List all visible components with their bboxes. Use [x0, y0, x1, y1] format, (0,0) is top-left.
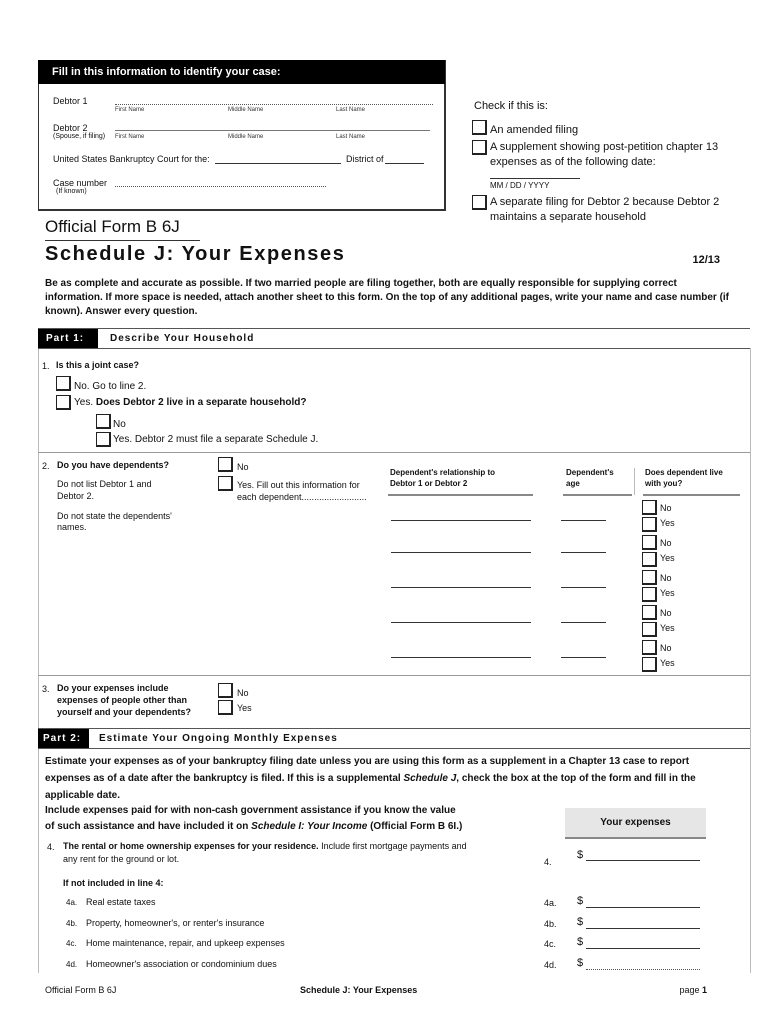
debtor2-label: Debtor 2 — [53, 123, 88, 133]
include-note-2: of such assistance and have included it on Schedule I: Your Income (Official Form B 6I.) — [45, 821, 463, 832]
footer-title: Schedule J: Your Expenses — [300, 985, 418, 995]
spouse-label: (Spouse, if filing) — [53, 133, 106, 140]
line-ref: 4b. — [544, 918, 557, 929]
lives-no-checkbox[interactable] — [642, 640, 657, 655]
relationship-field[interactable] — [391, 520, 531, 521]
dollar-sign: $ — [577, 956, 584, 969]
first-name-caption: First Name — [115, 107, 145, 113]
q1-yes-checkbox[interactable] — [56, 395, 71, 410]
relationship-field[interactable] — [391, 657, 531, 658]
dollar-sign: $ — [577, 915, 584, 928]
date-format: MM / DD / YYYY — [490, 181, 550, 190]
case-number-label: Case number — [53, 178, 108, 188]
q3-no-label: No — [237, 688, 249, 698]
lives-yes-label: Yes — [660, 518, 675, 528]
part2-intro: Estimate your expenses as of your bankruptcy filing date unless you are using this form as a supplement in a Chapter 13 case to report expenses as of a date after the bankruptcy is filed. If this is a supplemental Schedule J, check the box at the top of the form and fill in the applicable date. — [45, 756, 696, 801]
part2-bottom-rule — [38, 748, 750, 749]
age-field[interactable] — [561, 622, 606, 623]
line4-text-2: any rent for the ground or lot. — [63, 854, 180, 864]
amount-field[interactable] — [586, 928, 700, 929]
lives-no-label: No — [660, 538, 672, 548]
amended-label: An amended filing — [490, 124, 579, 136]
q3-yes-checkbox[interactable] — [218, 700, 233, 715]
age-field[interactable] — [561, 657, 606, 658]
lives-yes-label: Yes — [660, 658, 675, 668]
col-lives-header-2: with you? — [645, 479, 683, 488]
lives-no-checkbox[interactable] — [642, 570, 657, 585]
q1-yes-question: Does Debtor 2 live in a separate household? — [95, 397, 307, 408]
q2-number: 2. — [42, 461, 50, 471]
court-field[interactable] — [215, 163, 341, 164]
q1-sub-no-checkbox[interactable] — [96, 414, 111, 429]
line4-number: 4. — [47, 842, 55, 852]
relationship-field[interactable] — [391, 587, 531, 588]
lives-yes-checkbox[interactable] — [642, 587, 657, 602]
q2-text: Do you have dependents? — [57, 460, 170, 470]
debtor2-field[interactable] — [115, 130, 430, 131]
part1-top-rule — [38, 328, 750, 329]
lives-yes-label: Yes — [660, 623, 675, 633]
header-rule — [643, 494, 740, 496]
line-label: Homeowner's association or condominium dues — [86, 958, 277, 969]
district-field[interactable] — [385, 163, 424, 164]
lives-no-label: No — [660, 573, 672, 583]
line-number: 4b. — [66, 918, 78, 928]
check-title: Check if this is: — [474, 100, 548, 112]
line-number: 4d. — [66, 959, 78, 969]
first-name-caption: First Name — [115, 134, 145, 140]
relationship-field[interactable] — [391, 552, 531, 553]
dollar-sign: $ — [577, 849, 584, 861]
q3-text: Do your expenses include — [57, 683, 169, 693]
q1-text: Is this a joint case? — [56, 360, 140, 370]
separate-filing-checkbox[interactable] — [472, 195, 487, 210]
q2-no-label: No — [237, 462, 249, 472]
amended-checkbox[interactable] — [472, 120, 487, 135]
line-number: 4c. — [66, 939, 77, 948]
line4-amount-field[interactable] — [586, 860, 700, 861]
line-ref: 4d. — [544, 959, 557, 970]
last-name-caption: Last Name — [336, 107, 366, 113]
separate-filing-label: A separate filing for Debtor 2 because Debtor 2 — [490, 196, 720, 208]
age-field[interactable] — [561, 587, 606, 588]
q1-sub-yes-label: Yes. Debtor 2 must file a separate Schedule J. — [113, 434, 319, 445]
col-relationship-header: Dependent's relationship to — [390, 468, 496, 477]
q1-no-checkbox[interactable] — [56, 376, 71, 391]
q1-number: 1. — [42, 361, 50, 371]
not-included-label: If not included in line 4: — [63, 878, 164, 888]
q3-text-2: expenses of people other than — [57, 695, 188, 705]
debtor1-field[interactable] — [115, 104, 433, 105]
q1-yes-label: Yes. — [74, 397, 94, 408]
lives-yes-checkbox[interactable] — [642, 622, 657, 637]
line4-ref: 4. — [544, 857, 552, 867]
lives-yes-checkbox[interactable] — [642, 657, 657, 672]
divider — [38, 675, 750, 676]
lives-no-checkbox[interactable] — [642, 605, 657, 620]
lives-yes-checkbox[interactable] — [642, 552, 657, 567]
q2-yes-label: Yes. Fill out this information for — [237, 480, 360, 490]
supplement-label-2: expenses as of the following date: — [490, 156, 656, 168]
q2-note-2: Debtor 2. — [57, 491, 95, 501]
supplement-date-field[interactable] — [490, 178, 580, 179]
amount-field[interactable] — [586, 948, 700, 949]
line-number: 4a. — [66, 898, 78, 907]
part1-label: Part 1: — [38, 329, 98, 348]
q1-sub-no-label: No — [113, 419, 126, 430]
lives-no-checkbox[interactable] — [642, 535, 657, 550]
your-expenses-header: Your expenses — [565, 808, 706, 839]
age-field[interactable] — [561, 552, 606, 553]
middle-name-caption: Middle Name — [228, 107, 264, 113]
supplement-label: A supplement showing post-petition chapter 13 — [490, 141, 719, 153]
supplement-checkbox[interactable] — [472, 140, 487, 155]
include-note: Include expenses paid for with non-cash government assistance if you know the value — [45, 805, 456, 816]
q2-note-4: names. — [57, 522, 87, 532]
footer-form-name: Official Form B 6J — [45, 985, 117, 995]
col-age-header-2: age — [566, 479, 580, 488]
district-label: District of — [346, 154, 384, 164]
left-rule — [38, 348, 39, 973]
line-ref: 4a. — [544, 898, 557, 908]
lives-no-checkbox[interactable] — [642, 500, 657, 515]
lives-yes-label: Yes — [660, 553, 675, 563]
form-version: 12/13 — [692, 254, 720, 266]
if-known-label: (If known) — [56, 188, 87, 195]
case-number-field[interactable] — [115, 186, 326, 187]
part2-label: Part 2: — [38, 729, 89, 748]
part1-bottom-rule — [38, 348, 750, 349]
line4-text: Include first mortgage payments and — [318, 841, 467, 851]
col-relationship-header-2: Debtor 1 or Debtor 2 — [390, 479, 468, 488]
line-label: Real estate taxes — [86, 897, 156, 907]
middle-name-caption: Middle Name — [228, 134, 264, 140]
lives-yes-label: Yes — [660, 588, 675, 598]
q3-number: 3. — [42, 684, 50, 694]
col-age-header: Dependent's — [566, 468, 614, 477]
q1-no-label: No. Go to line 2. — [74, 381, 147, 392]
column-divider — [634, 468, 635, 495]
amount-field[interactable] — [586, 907, 700, 908]
title-divider — [45, 240, 200, 241]
lives-no-label: No — [660, 503, 672, 513]
line-ref: 4c. — [544, 939, 557, 949]
separate-filing-label-2: maintains a separate household — [490, 211, 646, 223]
debtor1-label: Debtor 1 — [53, 96, 88, 106]
age-field[interactable] — [561, 520, 606, 521]
header-rule — [563, 494, 632, 496]
lives-yes-checkbox[interactable] — [642, 517, 657, 532]
case-info-header: Fill in this information to identify your case: — [38, 60, 445, 84]
amount-field[interactable] — [586, 969, 700, 970]
q2-yes-checkbox[interactable] — [218, 476, 233, 491]
line-label: Property, homeowner's, or renter's insurance — [86, 917, 265, 928]
q2-yes-label-2: each dependent.......................... — [237, 492, 367, 502]
dollar-sign: $ — [577, 936, 584, 948]
dollar-sign: $ — [577, 895, 584, 907]
line4-title: The rental or home ownership expenses for your residence. — [63, 841, 319, 851]
q2-note: Do not list Debtor 1 and — [57, 479, 152, 489]
q3-yes-label: Yes — [237, 703, 252, 713]
part2-top-rule — [38, 728, 750, 729]
line-label: Home maintenance, repair, and upkeep expenses — [86, 938, 285, 948]
q3-no-checkbox[interactable] — [218, 683, 233, 698]
col-lives-header: Does dependent live — [645, 468, 723, 477]
part2-title: Estimate Your Ongoing Monthly Expenses — [99, 733, 338, 744]
lives-no-label: No — [660, 643, 672, 653]
last-name-caption: Last Name — [336, 134, 366, 140]
q3-text-3: yourself and your dependents? — [57, 707, 192, 717]
relationship-field[interactable] — [391, 622, 531, 623]
q2-no-checkbox[interactable] — [218, 457, 233, 472]
header-rule — [388, 494, 533, 496]
footer-page: page 1 — [679, 985, 707, 995]
divider — [38, 452, 750, 453]
q2-note-3: Do not state the dependents' — [57, 511, 172, 521]
right-rule — [750, 348, 751, 973]
q1-sub-yes-checkbox[interactable] — [96, 432, 111, 447]
page-title: Schedule J: Your Expenses — [45, 243, 346, 265]
lives-no-label: No — [660, 608, 672, 618]
part1-title: Describe Your Household — [110, 333, 255, 344]
official-form-label: Official Form B 6J — [45, 217, 180, 236]
intro-text: Be as complete and accurate as possible. If two married people are filing together, both are equally responsible for supplying correct information. If more space is needed, attach another sheet to this form. On the top of any additional pages, write your name and case number (if known). Answer every question. — [45, 278, 730, 317]
court-label: United States Bankruptcy Court for the: — [53, 154, 210, 164]
